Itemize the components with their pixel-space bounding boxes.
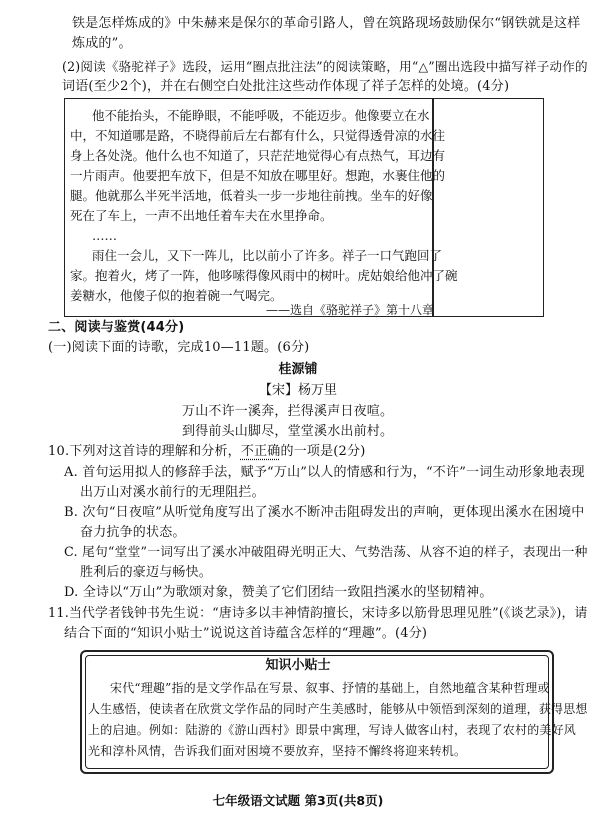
passage-line: 身上各处浇。他什么也不知道了，只茫茫地觉得心有点热气，耳边有	[70, 148, 446, 163]
question-11-line: 11.当代学者钱钟书先生说：“唐诗多以丰神情韵擅长，宋诗多以筋骨思理见胜”(《谈艺录》)，请	[48, 606, 588, 621]
question-9-2-line: (2)阅读《骆驼祥子》选段，运用“圈点批注法”的阅读策略，用“△”圈出选段中描写祥子动作的	[62, 59, 588, 74]
passage-line: 腿。他就那么半死半活地，低着头一步一步地往前拽。坐车的好像	[70, 188, 433, 203]
tip-line: 光和淳朴风情，告诉我们面对困境不要放弃，坚持不懈终将迎来转机。	[88, 744, 467, 758]
poem-title: 桂源铺	[278, 362, 318, 377]
passage-line: 雨住一会儿，又下一阵儿，比以前小了许多。祥子一口气跑回了	[92, 248, 443, 263]
option-b-line: 奋力抗争的状态。	[80, 525, 186, 540]
question-10-stem	[48, 442, 366, 462]
tip-line: 宋代“理趣”指的是文学作品在写景、叙事、抒情的基础上，自然地蕴含某种哲理或	[110, 681, 550, 695]
option-a-line: A. 首句运用拟人的修辞手法，赋予“万山”以人的情感和行为，“不许”一词生动形象地表现	[64, 465, 585, 480]
passage-line: 他不能抬头，不能睁眼，不能呼吸，不能迈步。他像要立在水	[92, 108, 430, 123]
passage-source: ——选自《骆驼祥子》第十八章	[266, 303, 435, 317]
question-9-2-line: 词语(至少2个)，并在右侧空白处批注这些动作体现了祥子怎样的处境。(4分)	[62, 79, 510, 94]
question-11-line: 结合下面的“知识小贴士”说说这首诗蕴含怎样的“理趣”。(4分)	[64, 626, 428, 641]
option-d-line: D. 全诗以“万山”为歌颂对象，赞美了它们团结一致阻挡溪水的坚韧精神。	[64, 585, 493, 600]
emphasis-marked-text: 不正确	[240, 444, 281, 459]
option-a-line: 出万山对溪水前行的无理阻拦。	[80, 485, 265, 500]
question-10-stem-text: 的一项是(2分)	[280, 444, 366, 459]
option-c-line: 胜利后的豪迈与畅快。	[80, 565, 213, 580]
tip-line: 人生感悟，使读者在欣赏文学作品的同时产生美感时，能够从中领悟到深刻的道理，获得思想	[88, 702, 588, 716]
question-10-stem-text: 10.下列对这首诗的理解和分析，	[48, 444, 241, 459]
top-text-line: 铁是怎样炼成的》中朱赫来是保尔的革命引路人，曾在筑路现场鼓励保尔“钢铁就是这样	[72, 16, 581, 31]
passage-line: 死在了车上，一声不出地任着车夫在水里挣命。	[70, 208, 333, 223]
poem-author: 【宋】杨万里	[258, 383, 337, 398]
passage-line: 姜糖水，他傻子似的抱着碗一气喝完。	[70, 288, 283, 303]
passage-line: 一片雨声。他要把车放下，但是不知放在哪里好。想跑，水裹住他的	[70, 168, 446, 183]
section-heading: 二、阅读与鉴赏(44分)	[48, 320, 185, 335]
tip-line: 上的启迪。例如：陆游的《游山西村》即景中寓理，写诗人做客山村，表现了农村的美好风	[88, 723, 577, 737]
option-b-line: B. 次句“日夜喧”从听觉角度写出了溪水不断冲击阻碍发出的声响，更体现出溪水在困境中	[64, 505, 585, 520]
poem-line: 到得前头山脚尽，堂堂溪水出前村。	[182, 424, 394, 439]
top-text-line: 炼成的”。	[72, 36, 132, 51]
subsection-heading: (一)阅读下面的诗歌，完成10—11题。(6分)	[48, 340, 310, 355]
passage-ellipsis: ……	[92, 228, 117, 243]
passage-line: 家。抱着火，烤了一阵，他哆嗦得像风雨中的树叶。虎姑娘给他冲了碗	[70, 268, 458, 283]
page-footer: 七年级语文试题 第3页(共8页)	[212, 793, 384, 808]
passage-line: 中，不知道哪是路，不晓得前后左右都有什么，只觉得透骨凉的水往	[70, 128, 446, 143]
option-c-line: C. 尾句“堂堂”一词写出了溪水冲破阻碍光明正大、气势浩荡、从容不迫的样子，表现出一种	[64, 545, 588, 560]
poem-line: 万山不许一溪奔，拦得溪声日夜喧。	[182, 404, 394, 419]
tip-title: 知识小贴士	[265, 658, 331, 673]
